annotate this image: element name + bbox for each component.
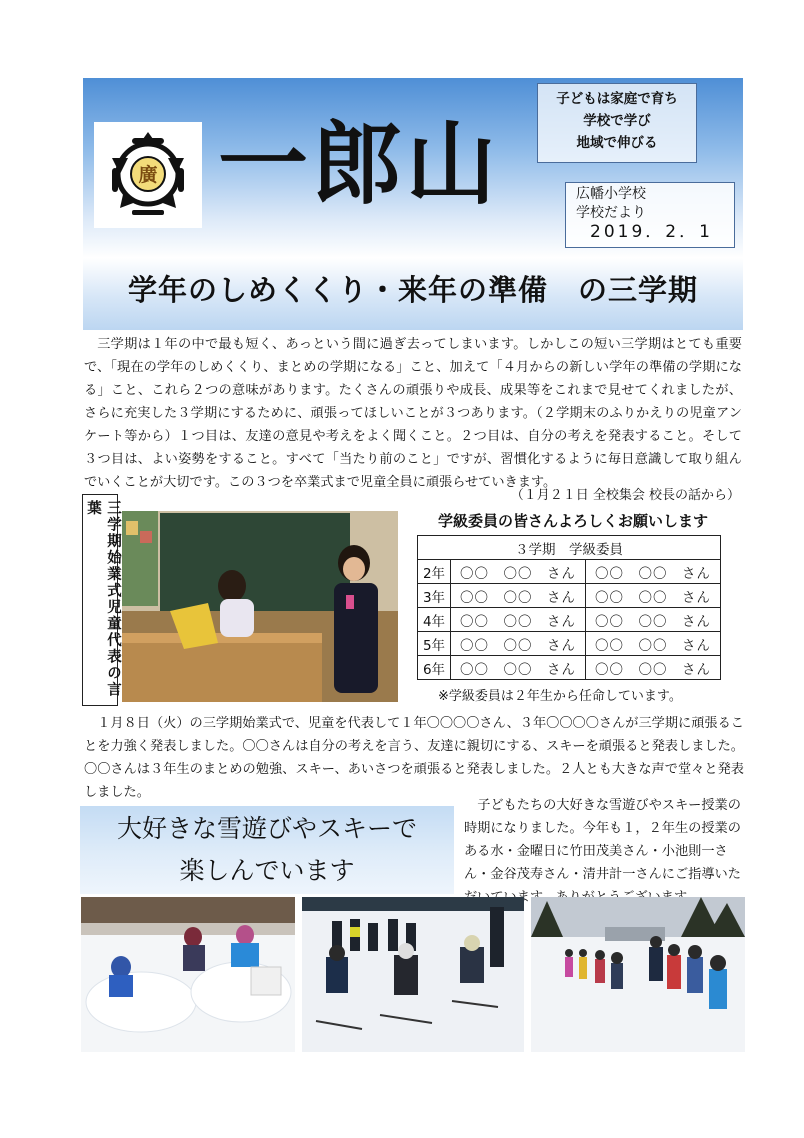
member-cell: 〇〇 〇〇 さん (451, 656, 586, 680)
snow-report (464, 794, 747, 909)
motto-line: 子どもは家庭で育ち (556, 91, 678, 107)
committee-note: ※学級委員は２年生から任命しています。 (438, 689, 682, 704)
ski-line-photo (531, 897, 745, 1052)
issue-date: 2019．2．1 (590, 222, 713, 242)
ceremony-vertical-label (82, 494, 121, 706)
member-cell: 〇〇 〇〇 さん (586, 656, 721, 680)
school-info-box (565, 182, 735, 248)
principal-message (84, 333, 742, 494)
member-cell: 〇〇 〇〇 さん (586, 608, 721, 632)
table-header: ３学期 学級委員 (418, 536, 721, 560)
ceremony-report (84, 712, 744, 804)
snow-report-text: 子どもたちの大好きな雪遊びやスキー授業の時期になりました。今年も１，２年生の授業のある水・金曜日に竹田茂美さん・小池則一さん・金谷茂寿さん・清井計一さんにご指導いた (464, 798, 741, 882)
committee-table (417, 535, 721, 680)
table-header-row (418, 536, 721, 560)
principal-message-text: 三学期は１年の中で最も短く、あっという間に過ぎ去ってしまいます。しかしこの短い三学期はとても重要で、「現在の学年のしめくくり、まとめの学期になる」こと、加えて「４月からの新しい学年の準備の学期になる」こと、これら２つの意味があります。たくさんの頑張りや成長、成果等をこれまで見せてくれましたが、さらに充実した３学期にするために、頑張ってほしいことが３つあります。（２学期末のふりかえりの児童アンケート等から）１つ目は、友達の意見や考えをよく聞くこと。２つ目は、自分の考えを発表すること。そして３つ目は、よい姿勢をすること。すべて「当たり前のこと」ですが、習慣化するように毎日意識して取り組んでいくことが大切です。この３つを卒業式まで児童全員に頑張らせていきます。 (84, 337, 742, 490)
grade-cell: 2年 (418, 560, 451, 584)
grade-cell: 5年 (418, 632, 451, 656)
section-headline: 学年のしめくくり・来年の準備 の三学期 (127, 273, 698, 307)
member-cell: 〇〇 〇〇 さん (451, 560, 586, 584)
snow-headline (80, 808, 454, 892)
member-cell: 〇〇 〇〇 さん (451, 584, 586, 608)
member-cell: 〇〇 〇〇 さん (586, 584, 721, 608)
motto-line: 学校で学び (583, 113, 651, 129)
ceremony-photo (122, 511, 398, 702)
snow-headline-line: 大好きな雪遊びやスキーで (116, 814, 417, 843)
ski-lesson-photo (302, 897, 524, 1052)
table-row (418, 608, 721, 632)
table-row (418, 656, 721, 680)
grade-cell: 4年 (418, 608, 451, 632)
ceremony-label-text: 三学期始業式児童代表の言葉 (85, 500, 121, 698)
message-attribution: （１月２１日 全校集会 校長の話から） (510, 488, 740, 503)
member-cell: 〇〇 〇〇 さん (451, 632, 586, 656)
committee-title: 学級委員の皆さんよろしくお願いします (437, 512, 708, 530)
grade-cell: 6年 (418, 656, 451, 680)
table-row (418, 632, 721, 656)
member-cell: 〇〇 〇〇 さん (451, 608, 586, 632)
emblem-character: 廣 (138, 164, 158, 186)
member-cell: 〇〇 〇〇 さん (586, 560, 721, 584)
ceremony-report-text: １月８日（火）の三学期始業式で、児童を代表して１年〇〇〇〇さん、３年〇〇〇〇さんが三学期に頑張ることを力強く発表しました。〇〇さんは自分の考えを言う、友達に親切にする、スキーを頑張ると発表しました。〇〇さんは３年生のまとめの勉強、スキー、あいさつを頑張ると発表しました。２人とも大きな声で堂々と発表しました。 (84, 716, 744, 800)
newsletter-title: 一郎山 (218, 112, 500, 217)
table-row (418, 560, 721, 584)
newsletter-name: 学校だより (576, 205, 646, 221)
snow-play-photo (81, 897, 295, 1052)
snow-headline-line: 楽しんでいます (179, 856, 355, 885)
table-row (418, 584, 721, 608)
school-emblem-icon (102, 128, 194, 220)
grade-cell: 3年 (418, 584, 451, 608)
school-name: 広幡小学校 (576, 186, 646, 202)
motto-line: 地域で伸びる (576, 135, 658, 151)
school-motto (537, 83, 697, 163)
member-cell: 〇〇 〇〇 さん (586, 632, 721, 656)
